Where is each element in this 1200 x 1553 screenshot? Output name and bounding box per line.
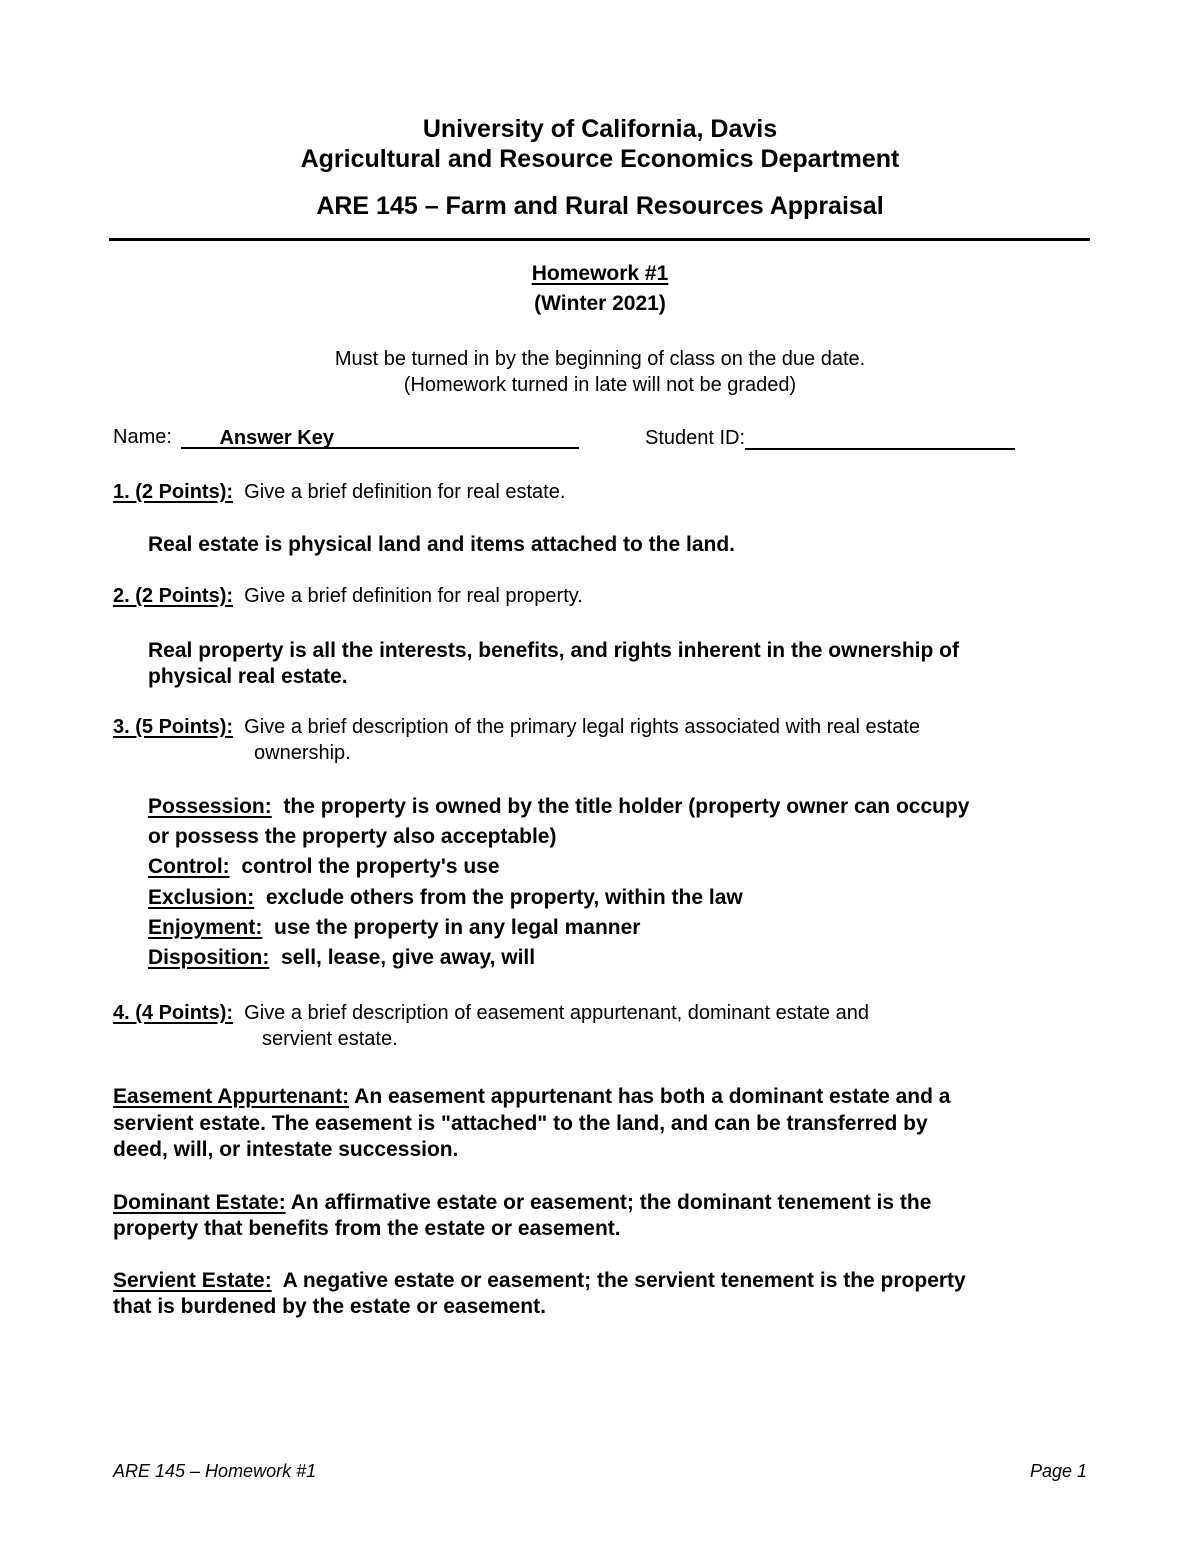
answer-1: Real estate is physical land and items attached to the land. [148,533,736,556]
department-name: Agricultural and Resource Economics Department [300,145,900,173]
answer-2-line-2: physical real estate. [148,665,348,688]
right-text-exclusion: exclude others from the property, within the law [265,886,743,909]
right-term-control: Control: [148,855,230,878]
university-name: University of California, Davis [422,115,778,143]
footer-page-number: Page 1 [1029,1461,1087,1481]
question-1-prompt: Give a brief definition for real estate. [244,481,566,503]
footer-left: ARE 145 – Homework #1 [113,1461,317,1481]
term-servient-estate: Servient Estate: [113,1269,272,1292]
right-text-control: control the property's use [241,855,500,878]
right-enjoyment [148,914,640,941]
assignment-term: (Winter 2021) [534,292,666,315]
right-term-exclusion: Exclusion: [148,886,255,909]
question-4-label: 4. (4 Points): [113,1002,234,1024]
course-title: ARE 145 – Farm and Rural Resources Appraisal [316,192,884,220]
name-field[interactable] [181,427,579,449]
right-term-possession: Possession: [148,795,272,818]
right-text-possession: the property is owned by the title holder (property owner can occupy [283,795,970,818]
right-text-disposition: sell, lease, give away, will [281,946,536,969]
easement-appurtenant [113,1083,950,1110]
right-term-enjoyment: Enjoyment: [148,916,263,939]
instruction-line-2: (Homework turned in late will not be graded) [403,374,797,396]
assignment-title-wrap [0,262,1200,286]
term-easement-appurtenant: Easement Appurtenant: [113,1085,350,1108]
term-dominant-estate: Dominant Estate: [113,1191,286,1214]
assignment-title: Homework #1 [531,262,669,285]
question-4 [113,1002,869,1025]
question-2-label: 2. (2 Points): [113,585,234,607]
name-value: Answer Key [219,427,334,449]
dominant-estate-line-1: An affirmative estate or easement; the dominant tenement is the [290,1191,932,1214]
right-possession [148,793,970,820]
right-text-possession-cont: or possess the property also acceptable) [148,825,557,848]
header-divider [109,238,1090,241]
student-id-row [645,426,1015,450]
question-1-label: 1. (2 Points): [113,481,234,503]
question-3-prompt-line-2: ownership. [254,742,351,764]
servient-estate-line-1: A negative estate or easement; the servient tenement is the property [282,1269,966,1292]
student-id-label: Student ID: [645,427,746,449]
easement-appurtenant-line-3: deed, will, or intestate succession. [113,1138,459,1161]
student-id-field[interactable] [745,426,1015,450]
question-4-prompt-line-1: Give a brief description of easement appurtenant, dominant estate and [244,1002,869,1024]
name-label: Name: [113,426,172,448]
servient-estate-line-2: that is burdened by the estate or easement. [113,1295,546,1318]
question-1 [113,481,565,504]
right-text-enjoyment: use the property in any legal manner [274,916,641,939]
right-disposition [148,944,535,971]
question-3-label: 3. (5 Points): [113,716,234,738]
right-control [148,853,500,880]
servient-estate [113,1267,966,1294]
answer-2-line-1: Real property is all the interests, benefits, and rights inherent in the ownership of [148,639,959,662]
question-2-prompt: Give a brief definition for real property. [244,585,583,607]
question-4-prompt-line-2: servient estate. [262,1028,398,1050]
easement-appurtenant-line-2: servient estate. The easement is "attached" to the land, and can be transferred by [113,1112,928,1135]
instruction-line-1: Must be turned in by the beginning of class on the due date. [334,348,866,370]
question-2 [113,585,583,608]
easement-appurtenant-line-1: An easement appurtenant has both a dominant estate and a [354,1085,951,1108]
dominant-estate [113,1189,931,1216]
right-term-disposition: Disposition: [148,946,270,969]
dominant-estate-line-2: property that benefits from the estate or easement. [113,1217,621,1240]
question-3 [113,716,920,739]
question-3-prompt-line-1: Give a brief description of the primary legal rights associated with real estate [244,716,921,738]
name-row [113,426,579,449]
right-exclusion [148,884,743,911]
